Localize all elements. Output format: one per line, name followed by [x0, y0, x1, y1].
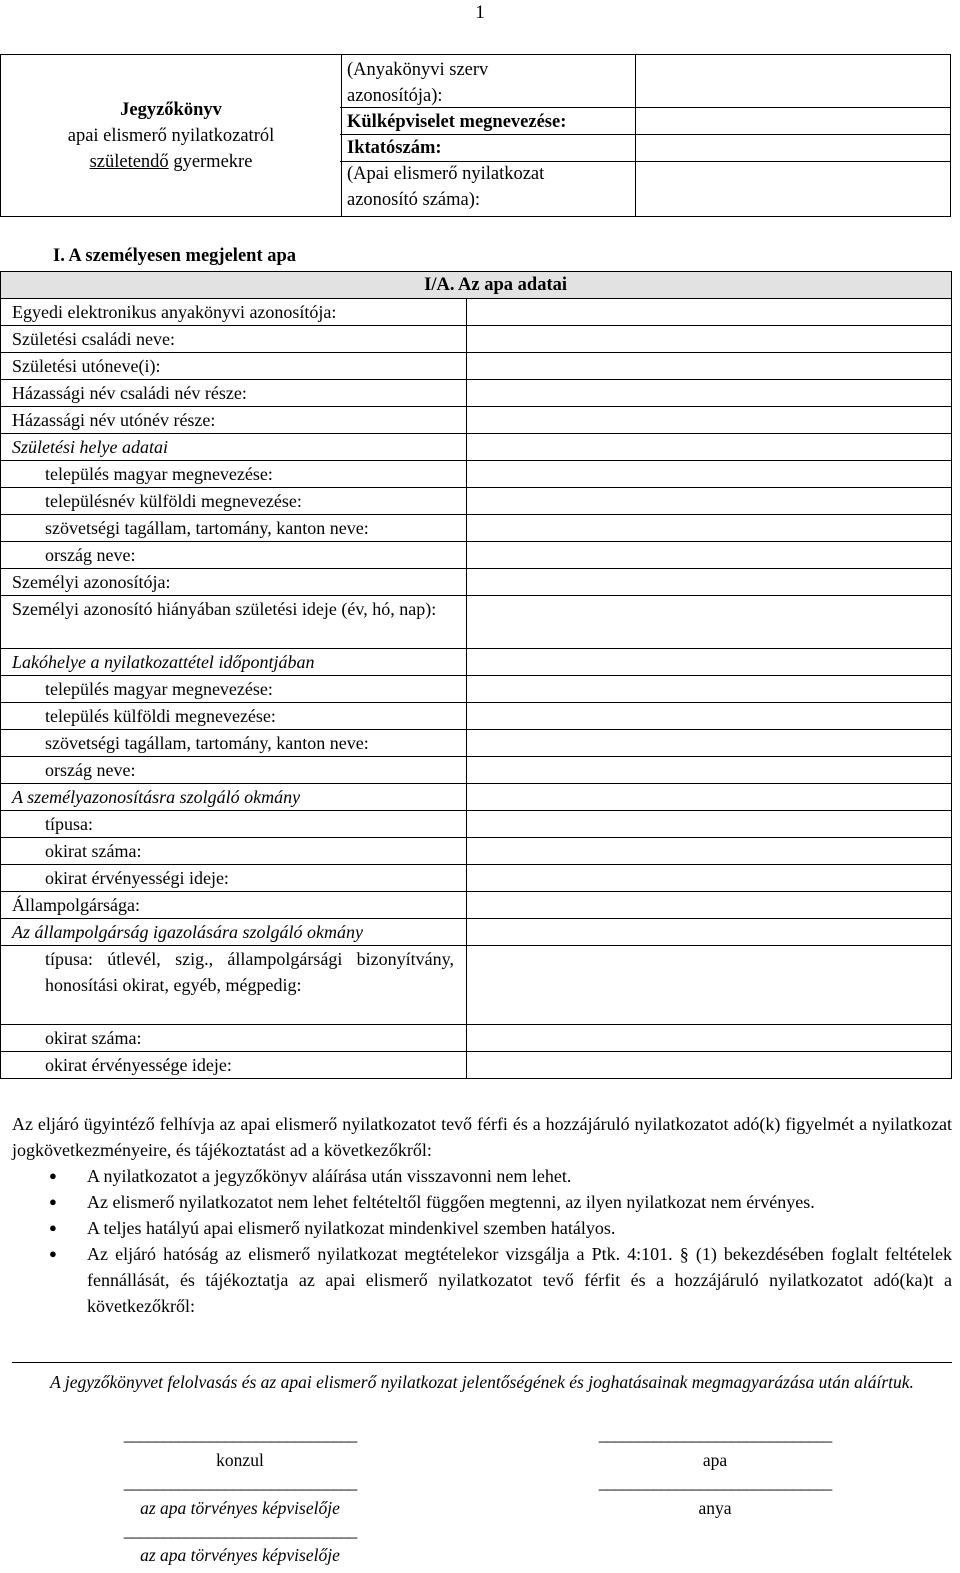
- signature-label-consul: konzul: [216, 1450, 264, 1470]
- form-value-field[interactable]: [467, 1025, 952, 1052]
- signature-line-consul: ______________________________: [123, 1424, 357, 1444]
- form-label: Házassági név családi név része:: [1, 380, 467, 407]
- underlined-word: születendő: [89, 151, 169, 172]
- header-divider-1: [340, 107, 951, 108]
- signature-line-representative: ______________________________: [123, 1472, 357, 1492]
- form-label: Egyedi elektronikus anyakönyvi azonosítója:: [1, 299, 467, 326]
- form-label: Születési utóneve(i):: [1, 353, 467, 380]
- closing-statement: A jegyzőkönyvet felolvasás és az apai elismerő nyilatkozat jelentőségének és joghatásainak megmagyarázása után aláírtuk.: [50, 1372, 914, 1392]
- registry-id-label-2: azonosítója):: [347, 86, 443, 106]
- consulate-label: Külképviselet megnevezése:: [347, 112, 567, 132]
- form-label: település magyar megnevezése:: [1, 676, 467, 703]
- info-paragraph: Az eljáró ügyintéző felhívja az apai elismerő nyilatkozatot tevő férfi és a hozzájáruló nyilatkozatot adó(k) figyelmét a nyilatkozat jogkövetkezményeire, és tájékoztatást ad a következőkről:: [12, 1114, 952, 1160]
- signature-line-mother: ______________________________: [598, 1472, 832, 1492]
- form-label: szövetségi tagállam, tartomány, kanton neve:: [1, 730, 467, 757]
- form-value-field[interactable]: [467, 676, 952, 703]
- form-section-label: A személyazonosításra szolgáló okmány: [1, 784, 467, 811]
- form-value-field[interactable]: [467, 730, 952, 757]
- form-label: Házassági név utónév része:: [1, 407, 467, 434]
- form-section-label: Az állampolgárság igazolására szolgáló okmány: [1, 919, 467, 946]
- document-subtitle-1: apai elismerő nyilatkozatról: [67, 125, 275, 146]
- list-item: ● A teljes hatályú apai elismerő nyilatkozat mindenkivel szemben hatályos.: [12, 1215, 952, 1241]
- form-label: okirat érvényessége ideje:: [1, 1052, 467, 1079]
- horizontal-rule: [12, 1362, 952, 1363]
- form-value-field[interactable]: [467, 569, 952, 596]
- subtitle-rest: gyermekre: [168, 151, 253, 172]
- registry-id-label-1: (Anyakönyvi szerv: [347, 60, 489, 80]
- form-value-field[interactable]: [467, 1052, 952, 1079]
- declaration-id-label-2: azonosító száma):: [347, 190, 481, 210]
- list-item: ● Az eljáró hatóság az elismerő nyilatkozat megtételekor vizsgálja a Ptk. 4:101. § (1) bekezdésében foglalt feltételek fennállását, és tájékoztatja az apai elismerő nyilatkozatot tevő férfit és a hozzájáruló nyilatkozatot adó(ka)t a következőkről:: [12, 1241, 952, 1319]
- form-label: típusa:: [1, 811, 467, 838]
- header-divider-2: [340, 134, 951, 135]
- form-label: település külföldi megnevezése:: [1, 703, 467, 730]
- form-value-field[interactable]: [467, 434, 952, 461]
- form-value-field[interactable]: [467, 649, 952, 676]
- form-section-label: Lakóhelye a nyilatkozattétel időpontjában: [1, 649, 467, 676]
- header-divider-3: [340, 161, 951, 162]
- form-section-label: Születési helye adatai: [1, 434, 467, 461]
- form-value-field[interactable]: [467, 946, 952, 1025]
- form-label: típusa: útlevél, szig., állampolgársági bizonyítvány, honosítási okirat, egyéb, mégpedig:: [1, 946, 467, 1025]
- signature-label-representative-2: az apa törvényes képviselője: [140, 1545, 340, 1565]
- form-label: okirat érvényességi ideje:: [1, 865, 467, 892]
- signature-label-mother: anya: [698, 1498, 732, 1518]
- form-value-field[interactable]: [467, 757, 952, 784]
- form-label: szövetségi tagállam, tartomány, kanton neve:: [1, 515, 467, 542]
- form-value-field[interactable]: [467, 703, 952, 730]
- info-bullet-list: [12, 1163, 952, 1319]
- form-label: Személyi azonosítója:: [1, 569, 467, 596]
- form-value-field[interactable]: [467, 299, 952, 326]
- form-label: ország neve:: [1, 542, 467, 569]
- form-heading: I/A. Az apa adatai: [424, 275, 568, 295]
- signature-label-representative: az apa törvényes képviselője: [140, 1498, 340, 1518]
- form-value-field[interactable]: [467, 326, 952, 353]
- document-title: Jegyzőkönyv: [120, 99, 222, 120]
- form-label: ország neve:: [1, 757, 467, 784]
- form-value-field[interactable]: [467, 488, 952, 515]
- document-title-cell: [1, 55, 342, 217]
- form-label: település magyar megnevezése:: [1, 461, 467, 488]
- page-number: 1: [475, 2, 485, 23]
- form-value-field[interactable]: [467, 542, 952, 569]
- form-value-field[interactable]: [467, 892, 952, 919]
- form-label: okirat száma:: [1, 1025, 467, 1052]
- header-table: [0, 54, 951, 217]
- declaration-id-label-1: (Apai elismerő nyilatkozat: [347, 164, 545, 184]
- form-value-field[interactable]: [467, 838, 952, 865]
- list-item: ● Az elismerő nyilatkozatot nem lehet feltételtől függően megtenni, az ilyen nyilatkozat nem érvényes.: [12, 1189, 952, 1215]
- form-value-field[interactable]: [467, 811, 952, 838]
- form-label: Születési családi neve:: [1, 326, 467, 353]
- form-value-field[interactable]: [467, 596, 952, 649]
- form-value-field[interactable]: [467, 461, 952, 488]
- list-item: ● A nyilatkozatot a jegyzőkönyv aláírása után visszavonni nem lehet.: [12, 1163, 952, 1189]
- form-label: Személyi azonosító hiányában születési ideje (év, hó, nap):: [1, 596, 467, 649]
- header-fields-cell: [342, 55, 636, 217]
- signature-line-father: ______________________________: [598, 1424, 832, 1444]
- signature-label-father: apa: [702, 1450, 728, 1470]
- form-label: településnév külföldi megnevezése:: [1, 488, 467, 515]
- form-value-field[interactable]: [467, 407, 952, 434]
- document-subtitle-2: [1, 149, 341, 175]
- form-value-field[interactable]: [467, 515, 952, 542]
- father-data-table: [0, 271, 952, 1079]
- form-value-field[interactable]: [467, 919, 952, 946]
- form-label: Állampolgársága:: [1, 892, 467, 919]
- form-heading-cell: [1, 272, 952, 299]
- form-value-field[interactable]: [467, 353, 952, 380]
- form-label: okirat száma:: [1, 838, 467, 865]
- file-number-label: Iktatószám:: [347, 138, 442, 158]
- signature-line-representative-2: ______________________________: [123, 1520, 357, 1540]
- form-value-field[interactable]: [467, 865, 952, 892]
- header-value-cell[interactable]: [636, 55, 951, 217]
- form-value-field[interactable]: [467, 784, 952, 811]
- section-heading: I. A személyesen megjelent apa: [53, 246, 297, 266]
- form-value-field[interactable]: [467, 380, 952, 407]
